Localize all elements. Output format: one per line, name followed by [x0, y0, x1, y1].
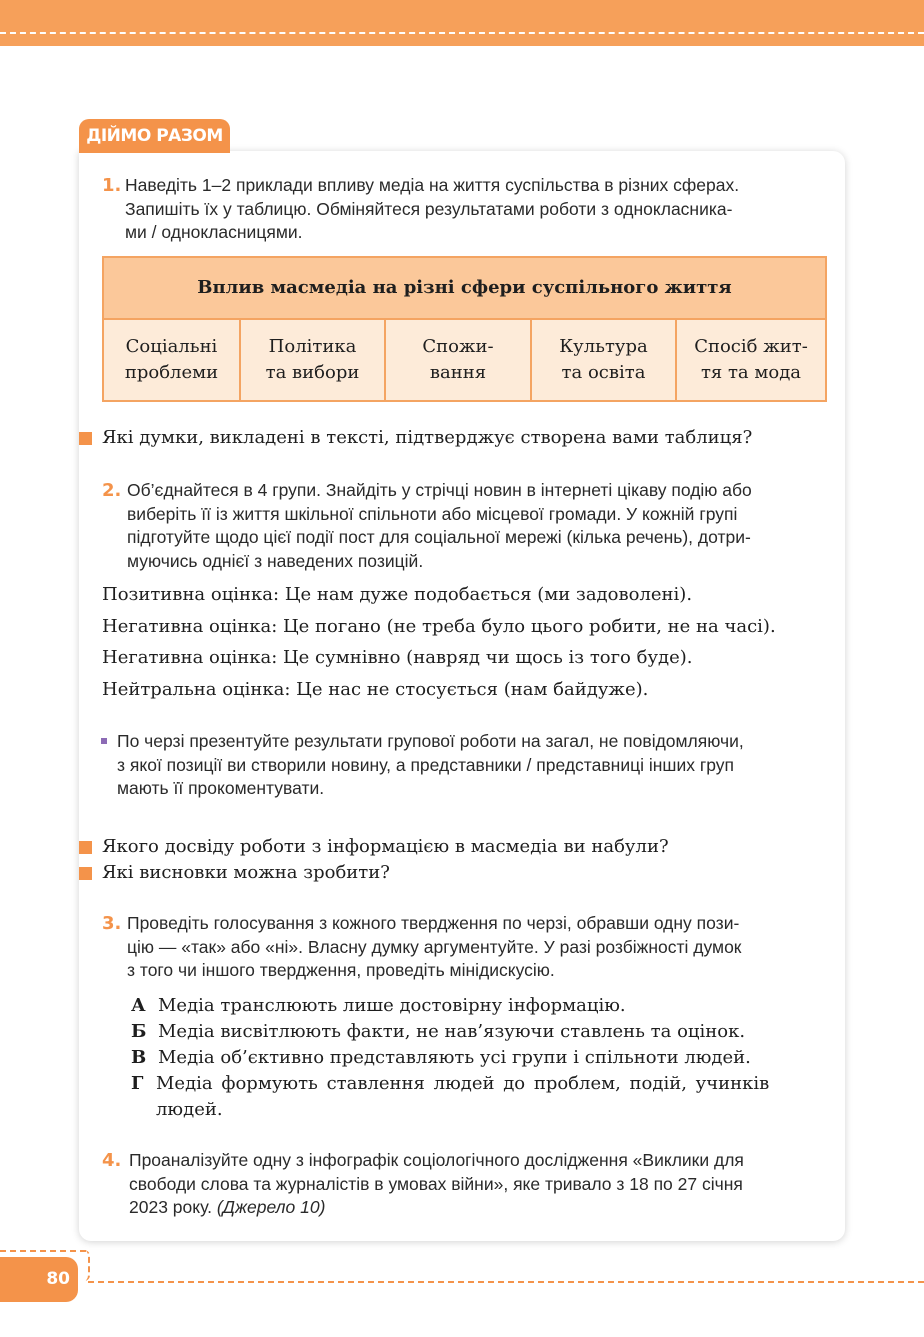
statement-letter: Б	[131, 1021, 147, 1042]
question-marker	[79, 841, 92, 854]
top-band	[0, 0, 924, 46]
task1-line: Наведіть 1–2 приклади впливу медіа на життя суспільства в різних сферах.	[125, 175, 740, 195]
position-positive: Позитивна оцінка: Це нам дуже подобається (ми задоволені).	[102, 584, 693, 605]
statement-letter: В	[131, 1047, 147, 1068]
question-2: Якого досвіду роботи з інформацією в масмедіа ви набули?	[102, 836, 669, 857]
table-cell: Культура та освіта	[532, 320, 677, 400]
task1-text	[125, 174, 825, 245]
task4-line: Проаналізуйте одну з інфографік соціологічного дослідження «Виклики для	[129, 1150, 744, 1170]
position-neutral: Нейтральна оцінка: Це нас не стосується (нам байдуже).	[102, 679, 649, 700]
task4-number: 4.	[102, 1150, 122, 1171]
table-cell: Соціальні проблеми	[104, 320, 241, 400]
position-negative-1: Негативна оцінка: Це погано (не треба було цього робити, не на часі).	[102, 616, 776, 637]
task2-line: підготуйте щодо цієї події пост для соціальної мережі (кілька речень), дотри-	[127, 527, 751, 547]
statement-text: Медіа транслюють лише достовірну інформацію.	[158, 995, 626, 1016]
statement-text-continued: людей.	[156, 1099, 223, 1120]
task1-number: 1.	[102, 175, 122, 196]
task3-number: 3.	[102, 913, 122, 934]
task1-line: Запишіть їх у таблицю. Обміняйтеся результатами роботи з однокласника-	[125, 198, 733, 219]
question-1: Які думки, викладені в тексті, підтверджує створена вами таблиця?	[102, 427, 753, 448]
task1-line: ми / однокласницями.	[125, 222, 303, 242]
question-3: Які висновки можна зробити?	[102, 862, 390, 883]
table-cell: Політика та вибори	[241, 320, 386, 400]
source-reference: (Джерело 10)	[216, 1197, 326, 1217]
task4-line: 2023 року. (Джерело 10)	[129, 1197, 326, 1217]
statement-text: Медіа висвітлюють факти, не нав’язуючи ставлень та оцінок.	[158, 1021, 746, 1042]
task2-bullet-text	[117, 730, 827, 801]
footer-dashed-line	[0, 1250, 86, 1252]
task2-line: виберіть її із життя шкільної спільноти або місцевої громади. У кожній групі	[127, 503, 738, 524]
task3-text	[127, 912, 827, 983]
task3-line: цію — «так» або «ні». Власну думку аргументуйте. У разі розбіжності думок	[127, 936, 742, 957]
task2-text	[127, 479, 827, 573]
position-negative-2: Негативна оцінка: Це сумнівно (навряд чи щось із того буде).	[102, 647, 693, 668]
task4-line: свободи слова та журналістів в умовах війни», яке тривало з 18 по 27 січня	[129, 1173, 743, 1194]
task2-number: 2.	[102, 480, 122, 501]
question-marker	[79, 867, 92, 880]
task3-line: Проведіть голосування з кожного твердження по черзі, обравши одну пози-	[127, 913, 740, 933]
table-row	[104, 320, 825, 400]
statement-letter: А	[131, 995, 146, 1016]
statement-letter: Г	[131, 1073, 144, 1094]
task3-line: з того чи іншого твердження, проведіть мінідискусію.	[127, 960, 555, 980]
task4-text	[129, 1149, 829, 1220]
bullet-line: мають її прокоментувати.	[117, 778, 325, 798]
statement-text: Медіа формують ставлення людей до проблем, подій, учинків	[156, 1073, 770, 1094]
section-badge: ДІЙМО РАЗОМ	[79, 119, 230, 153]
task2-line: Об’єднайтеся в 4 групи. Знайдіть у стрічці новин в інтернеті цікаву подію або	[127, 480, 752, 500]
statement-text: Медіа об’єктивно представляють усі групи і спільноти людей.	[158, 1047, 751, 1068]
page-number: 80	[0, 1257, 78, 1302]
footer-dashed-corner	[84, 1250, 90, 1281]
table-cell: Спосіб жит- тя та мода	[694, 336, 808, 383]
bullet-line: По черзі презентуйте результати групової роботи на загал, не повідомляючи,	[117, 731, 744, 751]
table-title: Вплив масмедіа на різні сфери суспільного життя	[104, 258, 825, 320]
footer-dashed-line	[88, 1281, 924, 1283]
task2-line: муючись однієї з наведених позицій.	[127, 550, 424, 571]
media-influence-table	[102, 256, 827, 402]
bullet-line: з якої позиції ви створили новину, а представники / представниці інших груп	[117, 754, 734, 775]
question-marker	[79, 432, 92, 445]
top-dashed-line	[0, 32, 924, 34]
table-cell: Спожи- вання	[386, 320, 532, 400]
bullet-marker	[101, 738, 107, 744]
